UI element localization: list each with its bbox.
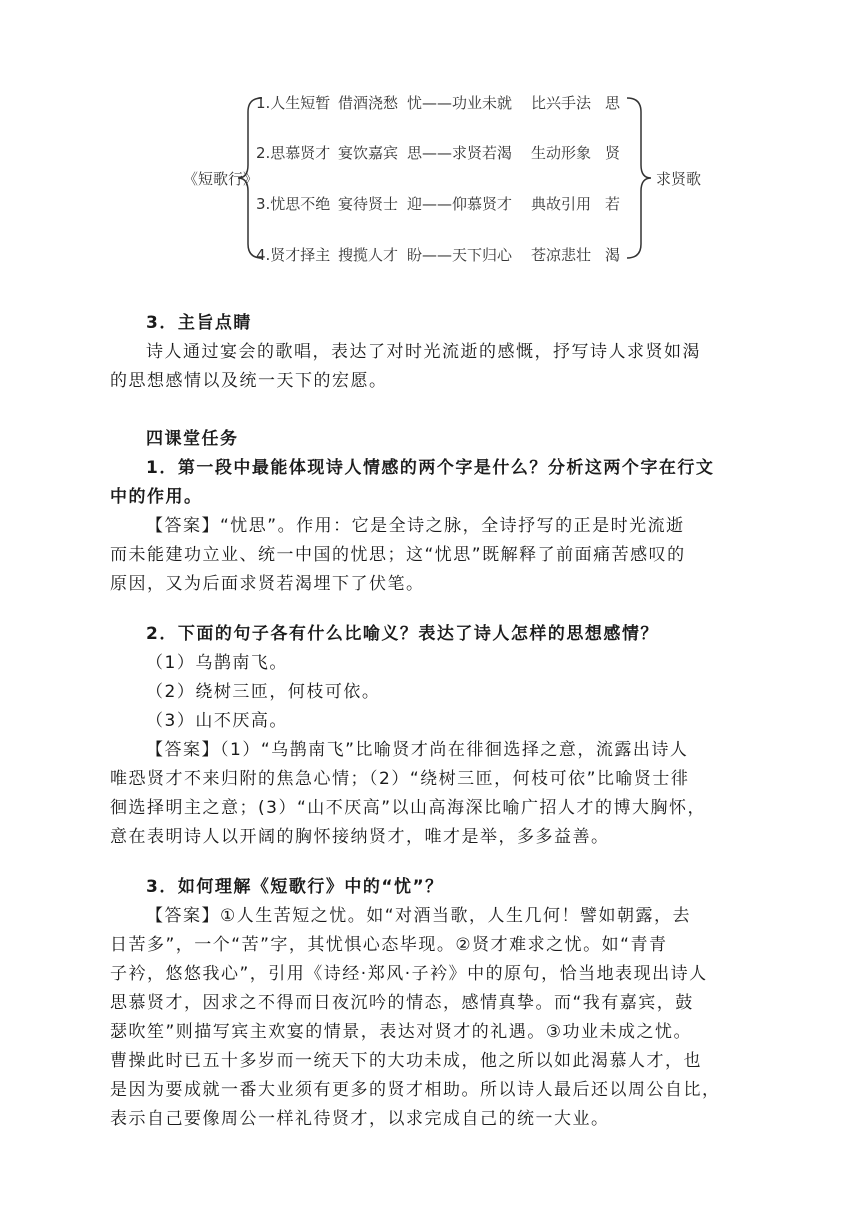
row-2-c3: 思——求贤若渴 xyxy=(407,144,513,162)
row-1-c4: 比兴手法 xyxy=(531,94,592,112)
answer-2-line-2: 唯恐贤才不来归附的焦急心情；（2）“绕树三匝，何枝可依”比喻贤士徘 xyxy=(110,769,690,789)
section-3-heading: 3．主旨点睛 xyxy=(146,313,252,333)
question-2-item-2: （2）绕树三匝，何枝可依。 xyxy=(146,682,381,702)
answer-2-line-4: 意在表明诗人以开阔的胸怀接纳贤才，唯才是举，多多益善。 xyxy=(110,827,610,847)
answer-2-line-3: 徊选择明主之意；(3）“山不厌高”以山高海深比喻广招人才的博大胸怀， xyxy=(110,798,707,818)
answer-3-line-3: 子衿，悠悠我心”，引用《诗经·郑风·子衿》中的原句，恰当地表现出诗人 xyxy=(110,964,708,984)
row-1-c2: 借酒浇愁 xyxy=(338,94,399,112)
diagram-result: 求贤歌 xyxy=(656,170,702,188)
section-3-para-line-2: 的思想感情以及统一天下的宏愿。 xyxy=(110,371,388,391)
answer-3-line-6: 曹操此时已五十多岁而一统天下的大功未成，他之所以如此渴慕人才，也 xyxy=(110,1051,702,1071)
question-3: 3．如何理解《短歌行》中的“忧”？ xyxy=(146,877,444,897)
row-2-idx: 2.思慕贤才 xyxy=(256,144,331,162)
row-2-c5: 贤 xyxy=(605,144,621,162)
row-1-c3: 忧——功业未就 xyxy=(407,94,513,112)
row-1-c5: 思 xyxy=(605,94,621,112)
answer-3-line-7: 是因为要成就一番大业须有更多的贤才相助。所以诗人最后还以周公自比， xyxy=(110,1080,721,1100)
answer-3-line-8: 表示自己要像周公一样礼待贤才，以求完成自己的统一大业。 xyxy=(110,1109,610,1129)
question-1-line-1: 1．第一段中最能体现诗人情感的两个字是什么？分析这两个字在行文 xyxy=(146,458,715,478)
answer-3-line-5: 瑟吹笙”则描写宾主欢宴的情景，表达对贤才的礼遇。③功业未成之忧。 xyxy=(110,1022,693,1042)
row-3-c2: 宴待贤士 xyxy=(338,195,399,213)
answer-3-line-2: 日苦多”，一个“苦”字，其忧惧心态毕现。②贤才难求之忧。如“青青 xyxy=(110,935,668,955)
row-4-c5: 渴 xyxy=(605,246,621,264)
answer-1-line-1: 【答案】“忧思”。作用：它是全诗之脉，全诗抒写的正是时光流逝 xyxy=(146,516,685,536)
row-4-c2: 搜揽人才 xyxy=(338,246,399,264)
row-2-c4: 生动形象 xyxy=(531,144,592,162)
row-3-c4: 典故引用 xyxy=(531,195,592,213)
diagram-title: 《短歌行》 xyxy=(183,170,259,188)
row-4-c3: 盼——天下归心 xyxy=(407,246,513,264)
row-1-idx: 1.人生短暂 xyxy=(256,94,331,112)
answer-3-line-1: 【答案】①人生苦短之忧。如“对酒当歌，人生几何！譬如朝露，去 xyxy=(146,906,692,926)
question-1-line-2: 中的作用。 xyxy=(110,487,203,507)
section-4-heading: 四课堂任务 xyxy=(146,429,239,449)
structure-diagram xyxy=(0,0,860,290)
row-3-c3: 迎——仰慕贤才 xyxy=(407,195,513,213)
answer-1-line-2: 而未能建功立业、统一中国的忧思；这“忧思”既解释了前面痛苦感叹的 xyxy=(110,545,686,565)
row-3-idx: 3.忧思不绝 xyxy=(256,195,331,213)
row-2-c2: 宴饮嘉宾 xyxy=(338,144,399,162)
answer-1-line-3: 原因，又为后面求贤若渴埋下了伏笔。 xyxy=(110,574,425,594)
row-3-c5: 若 xyxy=(605,195,621,213)
question-2-item-1: （1）乌鹊南飞。 xyxy=(146,653,288,673)
right-brace xyxy=(627,98,651,258)
question-2: 2．下面的句子各有什么比喻义？表达了诗人怎样的思想感情？ xyxy=(146,624,659,644)
answer-3-line-4: 思慕贤才，因求之不得而日夜沉吟的情态，感情真挚。而“我有嘉宾，鼓 xyxy=(110,993,694,1013)
row-4-idx: 4.贤才择主 xyxy=(256,246,331,264)
question-2-item-3: （3）山不厌高。 xyxy=(146,711,288,731)
section-3-para-line-1: 诗人通过宴会的歌唱，表达了对时光流逝的感慨，抒写诗人求贤如渴 xyxy=(146,342,701,362)
answer-2-line-1: 【答案】（1）“乌鹊南飞”比喻贤才尚在徘徊选择之意，流露出诗人 xyxy=(146,740,689,760)
row-4-c4: 苍凉悲壮 xyxy=(531,246,592,264)
